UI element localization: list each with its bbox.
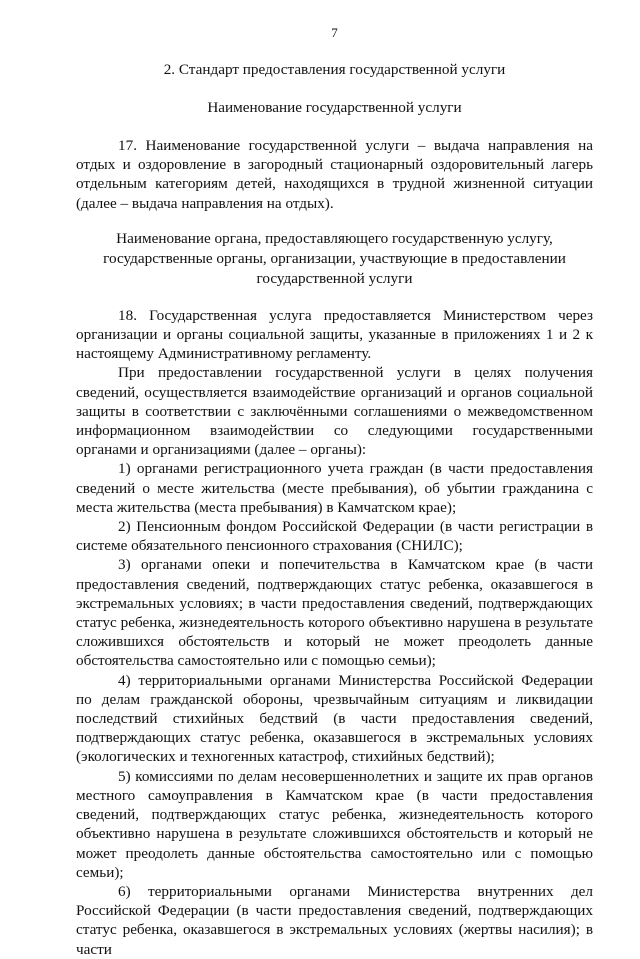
paragraph-interaction: При предоставлении государственной услуги в целях получения сведений, осуществляется взаимодействие организаций и органов социальной защиты в соответствии с заключёнными соглашениями о межведомственном информационном взаимодействии со следующими государственными органами и организациями (далее – органы):	[76, 364, 593, 459]
organ-heading-line: государственные органы, организации, участвующие в предоставлении	[103, 249, 566, 267]
paragraph-18: 18. Государственная услуга предоставляется Министерством через организации и органы социальной защиты, указанные в приложениях 1 и 2 к настоящему Административному регламенту.	[76, 306, 593, 363]
subsection-title: Наименование государственной услуги	[207, 99, 462, 116]
paragraph-17: 17. Наименование государственной услуги – выдача направления на отдых и оздоровление в загородный стационарный оздоровительный лагерь отдельным категориям детей, находящихся в трудной жизненной ситуации (далее – выдача направления на отдых).	[76, 137, 593, 212]
list-item-6: 6) территориальными органами Министерства внутренних дел Российской Федерации (в части предоставления сведений, подтверждающих статус ребенка, оказавшегося в экстремальных условиях (жертвы насилия); в части	[76, 882, 593, 958]
list-item-3: 3) органами опеки и попечительства в Камчатском крае (в части предоставления сведений, подтверждающих статус ребенка, оказавшегося в экстремальных условиях; в части предоставления сведений, подтверждающих статус ребенка, жизнедеятельность которого объективно нарушена в результате сложившихся обстоятельств и который не может преодолеть данные обстоятельства самостоятельно или с помощью семьи);	[76, 556, 593, 670]
section-title: 2. Стандарт предоставления государственной услуги	[163, 61, 506, 78]
list-item-2: 2) Пенсионным фондом Российской Федерации (в части регистрации в системе обязательного пенсионного страхования (СНИЛС);	[76, 518, 593, 555]
organ-heading-line: Наименование органа, предоставляющего государственную услугу,	[116, 229, 553, 247]
organ-heading	[76, 229, 593, 289]
list-item-5: 5) комиссиями по делам несовершеннолетних и защите их прав органов местного самоуправления в Камчатском крае (в части предоставления сведений, подтверждающих статус ребенка, жизнедеятельность которого объективно нарушена в результате сложившихся обстоятельств и который не может преодолеть данные обстоятельства самостоятельно или с помощью семьи);	[76, 767, 593, 881]
organ-heading-line: государственной услуги	[256, 269, 413, 287]
list-item-1: 1) органами регистрационного учета граждан (в части предоставления сведений о месте жительства (месте пребывания), об убытии гражданина с места жительства (места пребывания) в Камчатском крае);	[76, 460, 593, 516]
page-number: 7	[331, 25, 338, 40]
list-item-4: 4) территориальными органами Министерства Российской Федерации по делам гражданской обороны, чрезвычайным ситуациям и ликвидации последствий стихийных бедствий (в части предоставления сведений, подтверждающих статус ребенка, оказавшегося в экстремальных условиях (экологических и техногенных катастроф, стихийных бедствий);	[76, 671, 593, 766]
